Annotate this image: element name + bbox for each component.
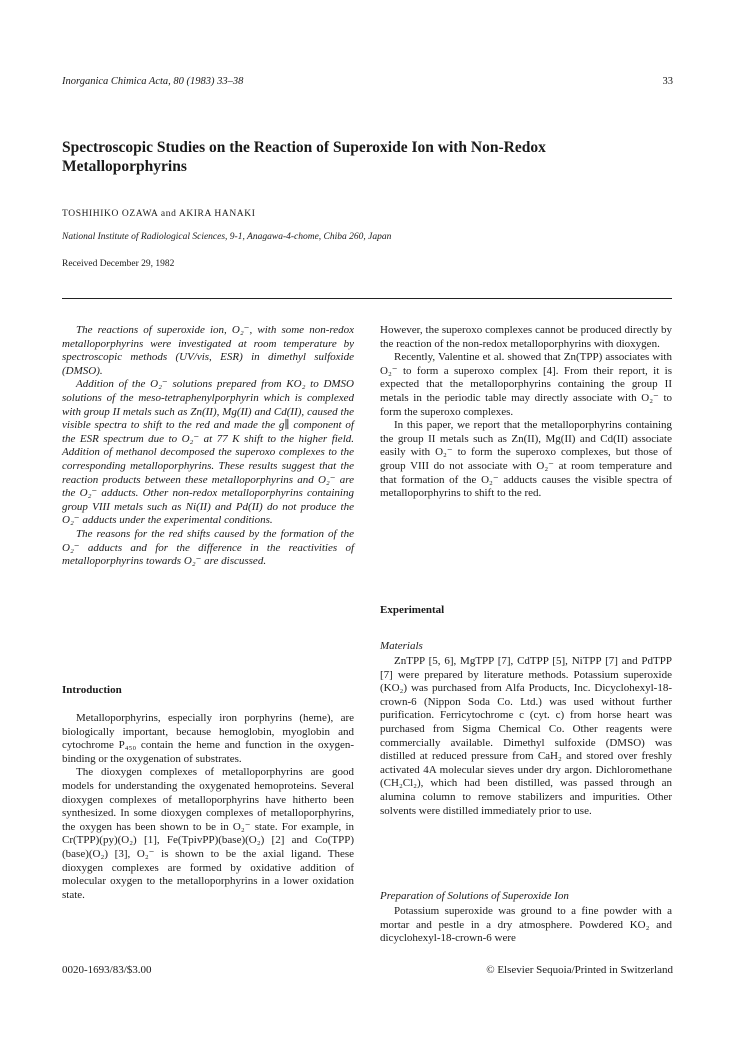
introduction-continued <box>380 324 672 501</box>
issn-price-code: 0020-1693/83/$3.00 <box>62 964 152 976</box>
introduction-paragraph: In this paper, we report that the metalloporphyrins containing the group II metals such as Zn(II), Mg(II) and Cd(II) associate easily with O₂⁻ to form the superoxo complexes, but those of group VIII do not associate with O₂⁻ at room temperature and that formation of the O₂⁻ adducts causes the visible spectra of metalloporphyrins to shift to the red. <box>380 419 672 500</box>
experimental-heading: Experimental <box>380 604 445 616</box>
introduction-paragraph: The dioxygen complexes of metalloporphyrins are good models for understanding the oxygenated hemoproteins. Several dioxygen complexes of metalloporphyrins have hitherto been synthesized. In some dioxygen complexes of metalloporphyrins, the oxygen has been shown to be in O₂⁻ state. For example, in Cr(TPP)(py)(O₂) [1], Fe(TpivPP)(base)(O₂) [2] and Co(TPP)(base)(O₂) [3], O₂⁻ is shown to be the axial ligand. These dioxygen complexes are formed by oxidative addition of molecular oxygen to the metalloporphyrins in a lower oxidation state. <box>62 766 354 901</box>
abstract-paragraph: The reasons for the red shifts caused by the formation of the O₂⁻ adducts and for the difference in the reactivities of metalloporphyrins towards O₂⁻ are discussed. <box>62 527 354 568</box>
introduction-paragraph: However, the superoxo complexes cannot be produced directly by the reaction of the non-redox metalloporphyrins with dioxygen. <box>380 324 672 350</box>
introduction-paragraph: Recently, Valentine et al. showed that Zn(TPP) associates with O₂⁻ to form a superoxo complex [4]. From their report, it is expected that the metalloporphyrins containing the group II metals in the periodic table may directly associate with O₂⁻ to form the superoxo complexes. <box>380 351 672 418</box>
publisher-notice: © Elsevier Sequoia/Printed in Switzerland <box>486 964 673 976</box>
materials-heading: Materials <box>380 640 423 652</box>
received-date: Received December 29, 1982 <box>62 259 175 269</box>
journal-citation: Inorganica Chimica Acta, 80 (1983) 33–38 <box>62 76 244 87</box>
introduction-body <box>62 712 354 902</box>
preparation-heading: Preparation of Solutions of Superoxide Ion <box>380 890 569 902</box>
affiliation: National Institute of Radiological Sciences, 9-1, Anagawa-4-chome, Chiba 260, Japan <box>62 232 392 242</box>
page-number: 33 <box>662 76 673 87</box>
materials-body <box>380 655 672 818</box>
preparation-paragraph: Potassium superoxide was ground to a fine powder with a mortar and pestle in a dry atmosphere. Powdered KO₂ and dicyclohexyl-18-crown-6 were <box>380 905 672 945</box>
introduction-heading: Introduction <box>62 684 122 696</box>
abstract-paragraph: Addition of the O₂⁻ solutions prepared from KO₂ to DMSO solutions of the meso-tetraphenylporphyrin which is complexed with group II metals such as Zn(II), Mg(II) and Cd(II), caused the visible spectra to shift to the red and made the g∥ component of the ESR spectrum due to O₂⁻ at 77 K shift to the higher field. Addition of methanol decomposed the superoxo complexes to the corresponding metalloporphyrins. These results suggest that the reaction products between these metalloporphyrins and O₂⁻ are the O₂⁻ adducts. Other non-redox metalloporphyrins containing group VIII metals such as Ni(II) and Pd(II) do not produce the O₂⁻ adducts under the experimental conditions. <box>62 378 354 527</box>
article-title: Spectroscopic Studies on the Reaction of Superoxide Ion with Non-Redox Metalloporphyrins <box>62 139 546 175</box>
introduction-paragraph: Metalloporphyrins, especially iron porphyrins (heme), are biologically important, because hemoglobin, myoglobin and cytochrome P₄₅₀ contain the heme and function in the oxygen-binding or the oxygenation of substrates. <box>62 712 354 765</box>
materials-paragraph: ZnTPP [5, 6], MgTPP [7], CdTPP [5], NiTPP [7] and PdTPP [7] were prepared by literature methods. Potassium superoxide (KO₂) was purchased from Alfa Products, Inc. Dicyclohexyl-18-crown-6 (Nippon Soda Co. Ltd.) was used without further purification. Ferricytochrome c (cyt. c) from horse heart was purchased from Sigma Chemical Co. Other reagents were commercially available. Dimethyl sulfoxide (DMSO) was distilled at reduced pressure from CaH₂ and stored over freshly activated 4A molecular sieves under dry argon. Dichloromethane (CH₂Cl₂), which had been distilled, was passed through an alumina column to remove stabilizers and impurities. Other solvents were distilled immediately prior to use. <box>380 655 672 817</box>
preparation-body <box>380 905 672 946</box>
abstract-paragraph: The reactions of superoxide ion, O₂⁻, with some non-redox metalloporphyrins were investigated at room temperature by spectroscopic methods (UV/vis, ESR) in dimethyl sulfoxide (DMSO). <box>62 324 354 377</box>
authors: TOSHIHIKO OZAWA and AKIRA HANAKI <box>62 209 256 219</box>
abstract <box>62 324 354 569</box>
header-divider <box>62 298 672 299</box>
